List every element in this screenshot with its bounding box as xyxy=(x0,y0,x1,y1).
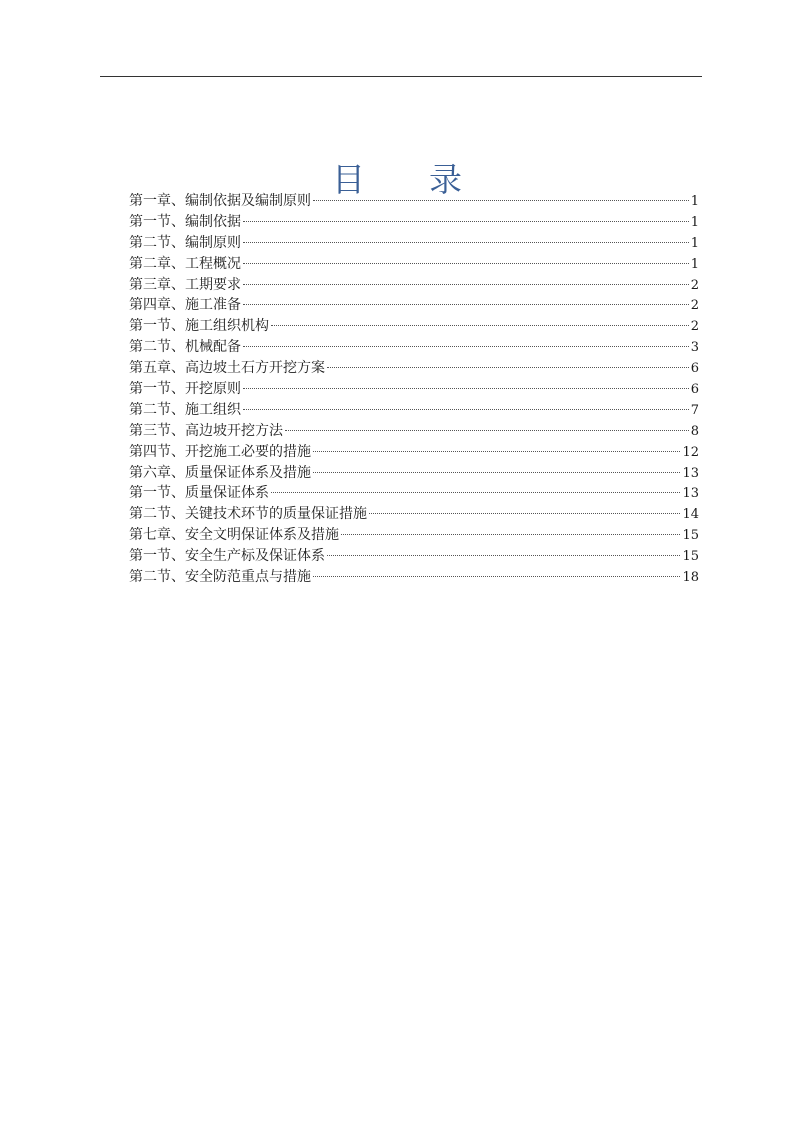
toc-entry-label: 第二节、关键技术环节的质量保证措施 xyxy=(129,506,367,523)
toc-leader xyxy=(313,472,680,473)
toc-page-number: 6 xyxy=(690,361,699,377)
toc-entry[interactable] xyxy=(129,295,699,316)
toc-leader xyxy=(271,325,689,326)
toc-entry[interactable] xyxy=(129,567,699,588)
toc-leader xyxy=(243,388,689,389)
toc-entry-label: 第四节、开挖施工必要的措施 xyxy=(129,443,311,460)
toc-entry[interactable] xyxy=(129,525,699,546)
toc-page-number: 18 xyxy=(682,570,699,586)
toc-leader xyxy=(271,492,680,493)
toc-entry-label: 第三章、工期要求 xyxy=(129,276,241,293)
toc-entry[interactable] xyxy=(129,337,699,358)
toc-leader xyxy=(327,367,689,368)
toc-page-number: 1 xyxy=(690,256,699,272)
toc-entry-label: 第一节、安全生产标及保证体系 xyxy=(129,548,325,565)
toc-entry[interactable] xyxy=(129,254,699,275)
toc-entry-label: 第二节、安全防范重点与措施 xyxy=(129,569,311,586)
toc-entry-label: 第二节、施工组织 xyxy=(129,401,241,418)
toc-entry[interactable] xyxy=(129,379,699,400)
toc-leader xyxy=(243,263,689,264)
toc-entry[interactable] xyxy=(129,400,699,421)
toc-leader xyxy=(243,242,689,243)
toc-leader xyxy=(243,346,689,347)
toc-entry[interactable] xyxy=(129,191,699,212)
toc-page-number: 7 xyxy=(690,402,699,418)
toc-page-number: 13 xyxy=(682,465,699,481)
toc-entry-label: 第三节、高边坡开挖方法 xyxy=(129,422,283,439)
toc-entry-label: 第二章、工程概况 xyxy=(129,255,241,272)
toc-entry-label: 第七章、安全文明保证体系及措施 xyxy=(129,527,339,544)
toc-leader xyxy=(243,304,689,305)
toc-entry[interactable] xyxy=(129,316,699,337)
toc-leader xyxy=(243,409,689,410)
header-rule xyxy=(100,76,702,77)
toc-entry-label: 第四章、施工准备 xyxy=(129,297,241,314)
toc-entry-label: 第五章、高边坡土石方开挖方案 xyxy=(129,360,325,377)
toc-entry-label: 第一章、编制依据及编制原则 xyxy=(129,193,311,209)
toc-page-number: 1 xyxy=(690,194,699,209)
toc-leader xyxy=(341,534,680,535)
toc-page-number: 14 xyxy=(682,507,699,523)
toc-entry[interactable] xyxy=(129,233,699,254)
toc-page-number: 2 xyxy=(690,277,699,293)
toc-entry-label: 第六章、质量保证体系及措施 xyxy=(129,464,311,481)
toc-page-number: 12 xyxy=(682,444,699,460)
toc-entry-label: 第一节、编制依据 xyxy=(129,213,241,230)
toc-entry[interactable] xyxy=(129,358,699,379)
toc-entry[interactable] xyxy=(129,212,699,233)
toc-entry[interactable] xyxy=(129,504,699,525)
toc-page-number: 13 xyxy=(682,486,699,502)
toc-leader xyxy=(369,513,680,514)
toc-page-number: 8 xyxy=(690,423,699,439)
toc-page-number: 2 xyxy=(690,298,699,314)
toc-page-number: 2 xyxy=(690,319,699,335)
toc-entry[interactable] xyxy=(129,275,699,296)
toc-page-number: 3 xyxy=(690,340,699,356)
toc-entry[interactable] xyxy=(129,546,699,567)
toc-entry-label: 第一节、施工组织机构 xyxy=(129,318,269,335)
toc-page-number: 1 xyxy=(690,235,699,251)
toc-entry-label: 第二节、机械配备 xyxy=(129,339,241,356)
toc-page-number: 15 xyxy=(682,528,699,544)
toc-leader xyxy=(313,200,689,201)
toc-entry[interactable] xyxy=(129,483,699,504)
toc-page-number: 1 xyxy=(690,214,699,230)
toc-list xyxy=(129,191,699,588)
toc-leader xyxy=(313,451,680,452)
toc-leader xyxy=(313,576,680,577)
toc-entry[interactable] xyxy=(129,463,699,484)
toc-entry[interactable] xyxy=(129,442,699,463)
toc-leader xyxy=(243,221,689,222)
toc-entry-label: 第一节、质量保证体系 xyxy=(129,485,269,502)
toc-leader xyxy=(327,555,680,556)
toc-title: 目录 xyxy=(332,160,526,200)
toc-leader xyxy=(285,430,689,431)
toc-entry-label: 第一节、开挖原则 xyxy=(129,381,241,398)
toc-page-number: 15 xyxy=(682,549,699,565)
toc-entry[interactable] xyxy=(129,421,699,442)
toc-entry-label: 第二节、编制原则 xyxy=(129,234,241,251)
toc-page-number: 6 xyxy=(690,382,699,398)
toc-leader xyxy=(243,284,689,285)
